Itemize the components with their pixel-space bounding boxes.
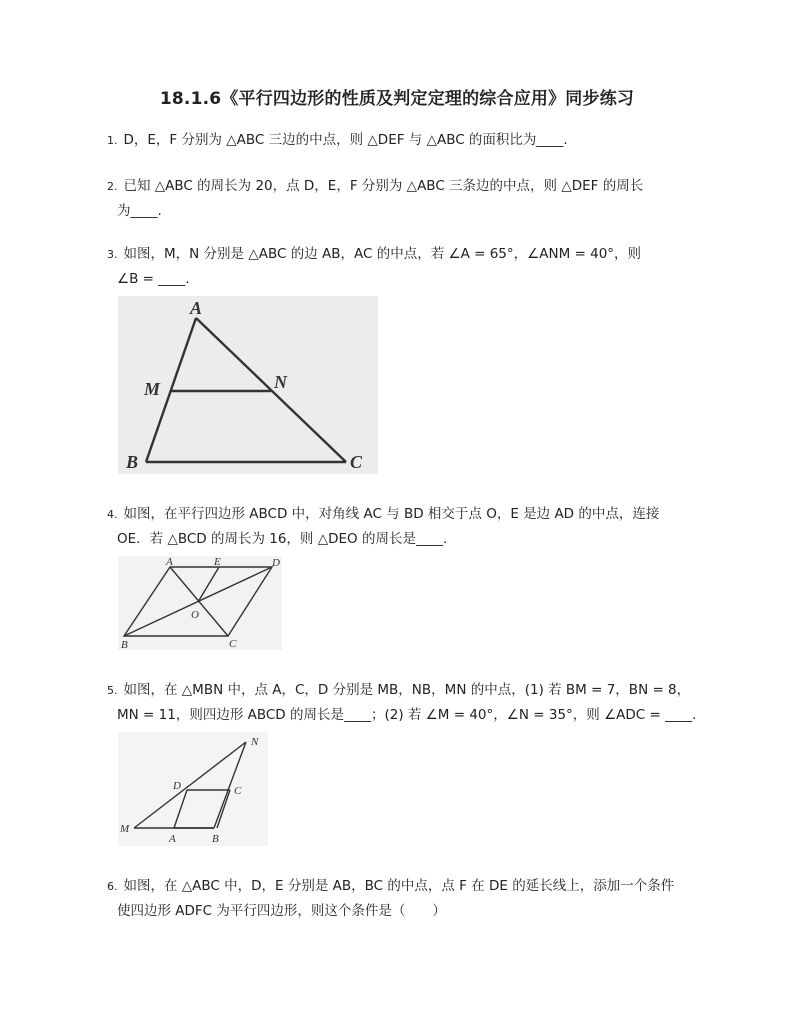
label-b: B: [126, 452, 139, 472]
question-5: [107, 678, 707, 727]
question-text: D，E，F 分别为 △ABC 三边的中点，则 △DEF 与 △ABC 的面积比为____.: [123, 132, 568, 148]
question-text: 如图，在 △ABC 中，D，E 分别是 AB，BC 的中点，点 F 在 DE 的延长线上，添加一个条件: [123, 878, 675, 894]
label-d: D: [173, 780, 181, 792]
label-e: E: [214, 556, 221, 568]
label-m: M: [120, 823, 130, 835]
label-n: N: [251, 736, 259, 748]
question-number: 1.: [107, 134, 118, 147]
question-6: [107, 874, 707, 923]
label-b: B: [212, 833, 219, 845]
question-number: 2.: [107, 180, 118, 193]
question-number: 4.: [107, 508, 118, 521]
question-text: 如图，在 △MBN 中，点 A，C，D 分别是 MB，NB，MN 的中点，(1) 若 BM = 7，BN = 8，: [123, 682, 691, 698]
question-text: 如图，在平行四边形 ABCD 中，对角线 AC 与 BD 相交于点 O，E 是边 AD 的中点，连接: [123, 506, 660, 522]
label-n: N: [274, 372, 287, 392]
question-text-cont: 为____.: [117, 203, 162, 219]
figure-5-svg: [118, 732, 268, 846]
question-text-cont: ∠B = ____.: [117, 271, 190, 287]
label-a: A: [190, 298, 203, 318]
label-a: A: [166, 556, 173, 568]
figure-triangle-abc: [118, 296, 378, 474]
question-1: [107, 128, 707, 153]
figure-4-svg: [118, 556, 282, 650]
question-text-cont: OE．若 △BCD 的周长为 16，则 △DEO 的周长是____.: [117, 531, 448, 547]
question-3: [107, 242, 707, 291]
question-number: 6.: [107, 880, 118, 893]
question-text-cont: 使四边形 ADFC 为平行四边形，则这个条件是（ ）: [117, 903, 446, 919]
figure-triangle-mbn: [118, 732, 268, 846]
label-c: C: [234, 785, 242, 797]
label-d: D: [272, 557, 280, 569]
page-title: 18.1.6《平行四边形的性质及判定定理的综合应用》同步练习: [159, 89, 635, 109]
question-number: 5.: [107, 684, 118, 697]
label-b: B: [121, 639, 128, 650]
label-o: O: [191, 609, 199, 621]
figure-parallelogram-abcd: [118, 556, 282, 650]
question-text-cont: MN = 11，则四边形 ABCD 的周长是____；(2) 若 ∠M = 40°，∠N = 35°，则 ∠ADC = ____.: [117, 707, 697, 723]
question-number: 3.: [107, 248, 118, 261]
label-c: C: [229, 638, 237, 650]
label-c: C: [350, 452, 363, 472]
label-a: A: [169, 833, 176, 845]
question-text: 如图，M，N 分别是 △ABC 的边 AB，AC 的中点，若 ∠A = 65°，∠ANM = 40°，则: [123, 246, 642, 262]
question-2: [107, 174, 707, 223]
question-4: [107, 502, 707, 551]
label-m: M: [144, 379, 161, 399]
question-text: 已知 △ABC 的周长为 20，点 D，E，F 分别为 △ABC 三条边的中点，则 △DEF 的周长: [123, 178, 644, 194]
figure-3-svg: [118, 296, 378, 474]
